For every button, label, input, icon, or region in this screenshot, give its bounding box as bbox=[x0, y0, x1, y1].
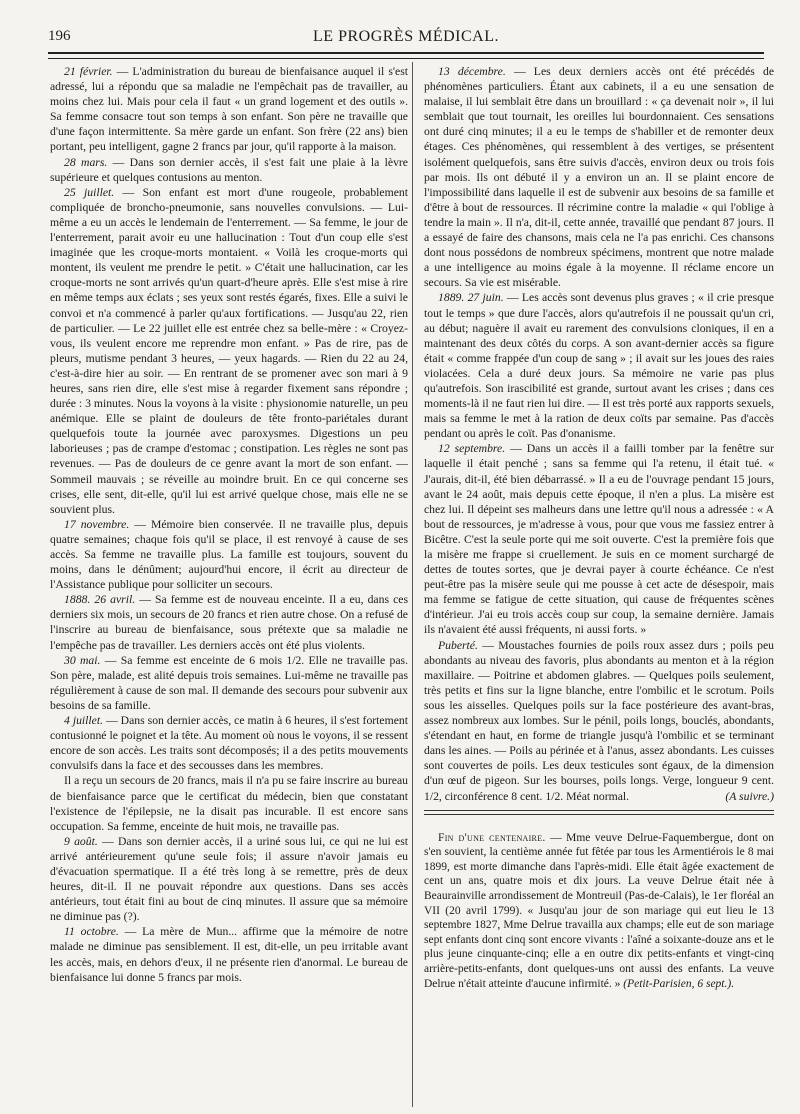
news-text: — Mme veuve Delrue-Faquembergue, dont on s'en souvient, la centième année fut fêtée par tous les Armentiérois le 8 mai 1899, est morte dimanche dans l'après-midi. Elle était âgée exactement de cent un ans, quatre mois et dix jours. La veuve Delrue était née à Beaurainville arrondissement de Montreuil (Pas-de-Calais), le 1er floréal an VII (20 avril 1799). « Jusqu'au jour de son mariage qui eut lieu le 13 septembre 1827, Mme Delrue travailla aux champs; elle eut de son mariage sept enfants dont cinq sont encore vivants : l'aîné a soixante-douze ans et le plus jeune cinquante-cinq; elle a en outre dix petits-enfants et vingt-cinq arrière-petits-enfants, dont quelques-uns ont aussi des enfants. La veuve Delrue n'était atteinte d'aucune infirmité. » bbox=[424, 831, 774, 990]
article-end-rule bbox=[424, 810, 774, 815]
entry: Puberté. — Moustaches fournies de poils roux assez durs ; poils peu abondants au niveau des favoris, plus abondants au menton et à la région maxillaire. — Poitrine et abdomen glabres. — Quelques poils seulement, très petits et fins sur la ligne blanche, entre l'ombilic et le scrotum. Poils sous les aisselles. Quelques poils sur la face postérieure des avant-bras, assez nombreux aux lombes. Sur le pénil, poils longs, bouclés, abondants, s'étendant en haut, en forme de triangle jusqu'à l'ombilic et se terminant dans les aines. — Poils au périnée et à l'anus, assez abondants. Les cuisses sont couvertes de poils. Les deux testicules sont égaux, de la dimension d'un œuf de pigeon. Sur les bourses, poils longs. Verge, longueur 9 cent. 1/2, circonférence 8 cent. 1/2. Méat normal. (A suivre.) bbox=[424, 638, 774, 803]
header-rule bbox=[48, 52, 764, 59]
left-column bbox=[50, 64, 408, 985]
news-item bbox=[424, 831, 774, 992]
page-header bbox=[48, 28, 764, 50]
entry: 28 mars. — Dans son dernier accès, il s'est fait une plaie à la lèvre supérieure et quelques contusions au menton. bbox=[50, 155, 408, 184]
entry: 25 juillet. — Son enfant est mort d'une rougeole, probablement compliquée de broncho-pneumonie, sans nouvelles convulsions. — Lui-même a eu un accès le lendemain de l'enterrement. — Sa femme, le jour de l'enterrement, parait avoir eu une hallucination : Tout d'un coup elle s'est imaginée que les croque-morts montaient. « Voilà les croque-morts qui montent, ils veulent me prendre le petit. » C'était une hallucination, car les croque-morts ne sont arrivés qu'un quart-d'heure après. Elle s'est mise à rire en même temps aux éclats ; ses yeux sont restés égarés, fixes. Elle a suivi le convoi et n'a commencé à parler qu'aux fortifications. — Jusqu'au 22, rien de particulier. — Le 22 juillet elle est entrée chez sa belle-mère : « Croyez-vous, ils veulent encore me reprendre mon enfant. » Pas de rire, pas de pleurs, mutisme pendant 3 heures, — yeux hagards. — Rien du 22 au 24, c'est-à-dire hier au soir. — En rentrant de se promener avec son mari à 9 heures, sans rien dire, elle s'est mise à regarder fixement sans répondre ; durée : 3 minutes. Nous la voyons à la visite : physionomie naturelle, un peu anémique. Elle se plaint de douleurs de tête fronto-pariétales durant quelquefois toute la journée avec paroxysmes. Digestions un peu laborieuses ; pas de crampe d'estomac ; constipation. Les règles ne sont pas revenues. — Pas de douleurs de ce genre avant la mort de son enfant. — Sommeil mauvais ; se réveille au moindre bruit. En ce qui concerne ses crises, elle sent, dit-elle, qu'il lui est arrivé quelque chose, mais elle ne se souvient plus. bbox=[50, 185, 408, 516]
journal-title: LE PROGRÈS MÉDICAL. bbox=[313, 28, 499, 45]
entry: 4 juillet. — Dans son dernier accès, ce matin à 6 heures, il s'est fortement contusionné le poignet et la tête. Au moment où nous le voyons, il se ressent encore de son accès. Les traits sont décomposés; il a des petits mouvements convulsifs dans la face et des secousses dans les membres. bbox=[50, 714, 408, 773]
column-divider bbox=[412, 62, 413, 1107]
page-number: 196 bbox=[48, 28, 71, 44]
right-column bbox=[424, 64, 774, 991]
entry: 1889. 27 juin. — Les accès sont devenus plus graves ; « il crie presque tout le temps » que dure l'accès, alors qu'autrefois il ne poussait qu'un cri, au début; naguère il avait eu rarement des convulsions cloniques, il en a maintenant des deux côtés du corps. A son avant-dernier accès sa figure était « comme frappée d'un coup de sang » ; il avait sur les joues des raies violacées. Cela a duré deux jours. Sa mémoire ne varie pas plus qu'autrefois. Son irascibilité est grande, surtout avant les crises ; dans ces moments-là il ne faut rien lui dire. — Il est très porté aux rapports sexuels, mais sa femme le met à la ration de deux coïts par semaine. Pas d'accès pendant ou après le coït. Pas d'onanisme. bbox=[424, 291, 774, 441]
entry: 12 septembre. — Dans un accès il a failli tomber par la fenêtre sur laquelle il était penché ; sans sa femme qui l'a retenu, il était tué. « J'aurais, dit-il, été bien débarrassé. » Il a eu de l'ouvrage pendant 15 jours, avant le 24 août, mais depuis cette époque, il n'en a plus. La misère est chez lui. Il dépeint ses malheurs dans une lettre qu'il nous a adressée : « A bout de ressources, je m'adresse à vous, pour que vous me fassiez entrer à Bicêtre. C'est la seule porte qui me soit ouverte. C'est la première fois que la misère me frappe si cruellement. Je suis en ce moment surchargé de dettes de toutes sortes, que je devrai payer à courte échéance. Ce n'est peut-être pas la misère seule qui me pousse à cet acte de désespoir, mais ma femme se fatigue de cette situation, qui cause de fréquentes scènes d'intérieur. J'ai eu trois accès coup sur coup, la semaine dernière. Jamais ils n'avaient été aussi fréquents, ni aussi forts. » bbox=[424, 442, 774, 637]
continuation-note: (A suivre.) bbox=[725, 789, 774, 803]
entry: 11 octobre. — La mère de Mun... affirme que la mémoire de notre malade ne diminue pas sensiblement. Il est, dit-elle, un peu irritable avant les accès, mais, en dehors d'eux, il ne présente rien d'anormal. Le bureau de bienfaisance lui donne 5 francs par mois. bbox=[50, 925, 409, 984]
entry: 30 mai. — Sa femme est enceinte de 6 mois 1/2. Elle ne travaille pas. Son père, malade, est alité depuis trois semaines. Lui-même ne travaille pas régulièrement à cause de son mal. Il demande des secours pour subvenir aux besoins de sa famille. bbox=[50, 653, 409, 712]
entry: 17 novembre. — Mémoire bien conservée. Il ne travaille plus, depuis quatre semaines; chaque fois qu'il se place, il est renvoyé à cause de ses accès. Sa femme ne travaille plus. La famille est toujours, souvent du moins, dans le dénûment; aujourd'hui encore, il écrit au directeur de l'Assistance publique pour solliciter un secours. bbox=[50, 517, 408, 592]
entry: 21 février. — L'administration du bureau de bienfaisance auquel il s'est adressé, lui a répondu que sa maladie ne l'empêchait pas de travailler, au moins chez lui. Mais pour cela il faut « un grand logement et des outils ». Sa femme consacre tout son temps à son enfant. Son père ne travaille que d'une façon intermittente. Sa mère garde un enfant. Son frère (22 ans) bien portant, peu intelligent, gagne 2 francs par jour, qu'il rapporte à la maison. bbox=[50, 65, 409, 154]
entry: 13 décembre. — Les deux derniers accès ont été précédés de phénomènes particuliers. Étant aux cabinets, il a eu une sensation de malaise, il lui semblait être dans un brouillard : « ça devenait noir », il lui semblait que tout tournait, les oreilles lui bourdonnaient. Ces sensations ont duré cinq minutes; il a eu le temps de s'habiller et de remonter deux étages. Ces phénomènes, qui ressemblent à des vertiges, se présentent isolément quelquefois, sans être suivis d'accès, environ deux ou trois fois par mois. Ils ont débuté il y a environ un an. Il se plaint encore de l'impossibilité dans laquelle il est de subvenir aux besoins de sa famille et d'être à bout de ressources. Il récrimine contre la maladie « qui l'oblige à tendre la main ». Il n'a, dit-il, cette année, travaillé que pendant 87 jours. Il a essayé de faire des chansons, mais cela ne l'a pas enrichi. Ces chansons dont nous possédons de nombreux spécimens, montrent que notre malade a une intelligence au moins égale à la moyenne. Il réclame encore un secours. Sa vie est misérable. bbox=[424, 65, 775, 290]
entry: Il a reçu un secours de 20 francs, mais il n'a pu se faire inscrire au bureau de bienfaisance parce que le certificat du médecin, bien que constatant l'existence de l'épilepsie, ne la disait pas incurable. Il est encore sans occupation. Sa femme, enceinte de huit mois, ne travaille pas. bbox=[50, 774, 408, 833]
entry: 1888. 26 avril. — Sa femme est de nouveau enceinte. Il a eu, dans ces derniers six mois, un secours de 20 francs et rien autre chose. On a refusé de l'inscrire au bureau de bienfaisance, sous prétexte que sa maladie ne l'empêche pas de travailler. Les derniers accès ont été plus violents. bbox=[50, 593, 408, 652]
news-source: (Petit-Parisien, 6 sept.). bbox=[623, 977, 735, 990]
news-title: Fin d'une centenaire. bbox=[438, 831, 546, 844]
entry: 9 août. — Dans son dernier accès, il a uriné sous lui, ce qui ne lui est arrivé antérieurement qu'une seule fois; il assure n'avoir jamais eu d'évacuation spermatique. Il a été très long à se remettre, près de deux heures, dit-il. Il ne pouvait répondre aux questions. Dans ses accès antérieurs, tout était fini au bout de cinq minutes. Il assure que sa mémoire ne diminue pas (?). bbox=[50, 834, 408, 924]
